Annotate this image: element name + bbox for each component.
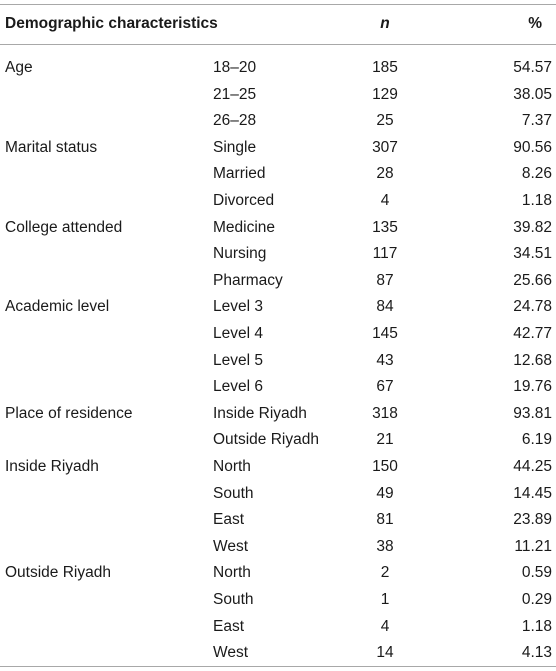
row-percent-value: 23.89: [513, 511, 552, 529]
row-percent-value: 42.77: [513, 325, 552, 342]
row-category-label: Level 4: [213, 325, 263, 342]
row-category-label: West: [213, 644, 249, 662]
row-category-label: Divorced: [213, 192, 275, 209]
row-category-label: Pharmacy: [213, 271, 283, 289]
row-category-label: Level 3: [213, 298, 263, 316]
row-n-value: 14: [376, 644, 394, 662]
table-row: [0, 297, 556, 317]
row-n-value: 150: [372, 458, 398, 475]
row-percent-value: 6.19: [521, 431, 552, 449]
row-n-value: 307: [372, 138, 398, 156]
row-n-value: 28: [376, 165, 394, 183]
table-row: [0, 484, 556, 504]
row-n-value: 84: [376, 298, 394, 316]
row-group-label: Academic level: [5, 298, 110, 316]
table-row: [0, 457, 556, 477]
row-category-label: 26–28: [213, 112, 257, 130]
row-n-value: 129: [372, 85, 398, 103]
row-n-value: 4: [380, 192, 390, 209]
table-row: [0, 191, 556, 211]
table-row: [0, 510, 556, 530]
table-row: [0, 430, 556, 450]
row-percent-value: 39.82: [513, 218, 552, 236]
row-n-value: 21: [376, 431, 394, 449]
row-percent-value: 0.29: [521, 591, 552, 608]
table-row: [0, 643, 556, 663]
row-group-label: Marital status: [5, 138, 98, 156]
row-percent-value: 14.45: [513, 484, 552, 502]
row-group-label: Place of residence: [5, 404, 133, 422]
header-percent: %: [528, 15, 542, 32]
row-category-label: Medicine: [213, 218, 276, 236]
row-n-value: 117: [372, 245, 398, 263]
row-category-label: Level 5: [213, 351, 263, 369]
row-n-value: 318: [372, 404, 398, 422]
row-percent-value: 54.57: [513, 59, 552, 76]
row-n-value: 81: [376, 511, 394, 529]
header-characteristics: Demographic characteristics: [5, 15, 218, 32]
row-percent-value: 90.56: [513, 138, 552, 156]
table-row: [0, 563, 556, 583]
table-row: [0, 324, 556, 344]
table-row: [0, 377, 556, 397]
row-n-value: 2: [380, 564, 390, 582]
header-rule: [0, 44, 556, 45]
row-n-value: 67: [376, 378, 394, 396]
table-row: [0, 218, 556, 238]
row-category-label: Married: [213, 165, 266, 183]
row-n-value: 135: [372, 218, 398, 236]
row-percent-value: 93.81: [513, 404, 552, 422]
top-rule: [0, 4, 556, 5]
row-percent-value: 1.18: [521, 617, 552, 635]
row-percent-value: 19.76: [513, 378, 552, 396]
row-n-value: 87: [376, 271, 394, 289]
table-row: [0, 617, 556, 637]
row-category-label: Level 6: [213, 378, 263, 396]
table-row: [0, 590, 556, 610]
row-category-label: East: [213, 617, 245, 635]
row-category-label: North: [213, 564, 251, 582]
table-row: [0, 404, 556, 424]
row-percent-value: 11.21: [514, 537, 552, 555]
table-header: [0, 14, 556, 34]
row-category-label: West: [213, 537, 249, 555]
table-row: [0, 58, 556, 78]
row-percent-value: 25.66: [513, 271, 552, 289]
table-row: [0, 111, 556, 131]
row-category-label: North: [213, 458, 251, 475]
row-category-label: Inside Riyadh: [213, 404, 307, 422]
row-group-label: Outside Riyadh: [5, 564, 111, 582]
row-group-label: Inside Riyadh: [5, 458, 99, 475]
row-percent-value: 8.26: [521, 165, 552, 183]
table-row: [0, 271, 556, 291]
bottom-rule: [0, 666, 556, 667]
row-group-label: Age: [5, 59, 33, 76]
row-n-value: 1: [380, 591, 390, 608]
row-n-value: 43: [376, 351, 394, 369]
table-row: [0, 244, 556, 264]
row-category-label: East: [213, 511, 245, 529]
header-n: n: [380, 15, 390, 32]
table-row: [0, 537, 556, 557]
row-n-value: 4: [380, 617, 390, 635]
row-n-value: 49: [376, 484, 394, 502]
row-percent-value: 0.59: [521, 564, 552, 582]
row-category-label: Single: [213, 138, 257, 156]
row-n-value: 185: [372, 59, 398, 76]
row-group-label: College attended: [5, 218, 123, 236]
row-percent-value: 1.18: [521, 192, 552, 209]
table-row: [0, 351, 556, 371]
row-percent-value: 7.37: [521, 112, 552, 130]
row-category-label: 18–20: [213, 59, 257, 76]
row-n-value: 25: [376, 112, 394, 130]
row-n-value: 38: [376, 537, 394, 555]
row-category-label: 21–25: [213, 85, 257, 103]
table-row: [0, 164, 556, 184]
table-row: [0, 138, 556, 158]
row-percent-value: 12.68: [513, 351, 552, 369]
row-category-label: South: [213, 484, 254, 502]
row-n-value: 145: [372, 325, 398, 342]
row-category-label: Outside Riyadh: [213, 431, 319, 449]
row-percent-value: 4.13: [521, 644, 552, 662]
row-percent-value: 24.78: [513, 298, 552, 316]
row-category-label: Nursing: [213, 245, 267, 263]
row-percent-value: 38.05: [513, 85, 552, 103]
row-category-label: South: [213, 591, 254, 608]
row-percent-value: 44.25: [513, 458, 552, 475]
table-row: [0, 85, 556, 105]
row-percent-value: 34.51: [513, 245, 552, 263]
